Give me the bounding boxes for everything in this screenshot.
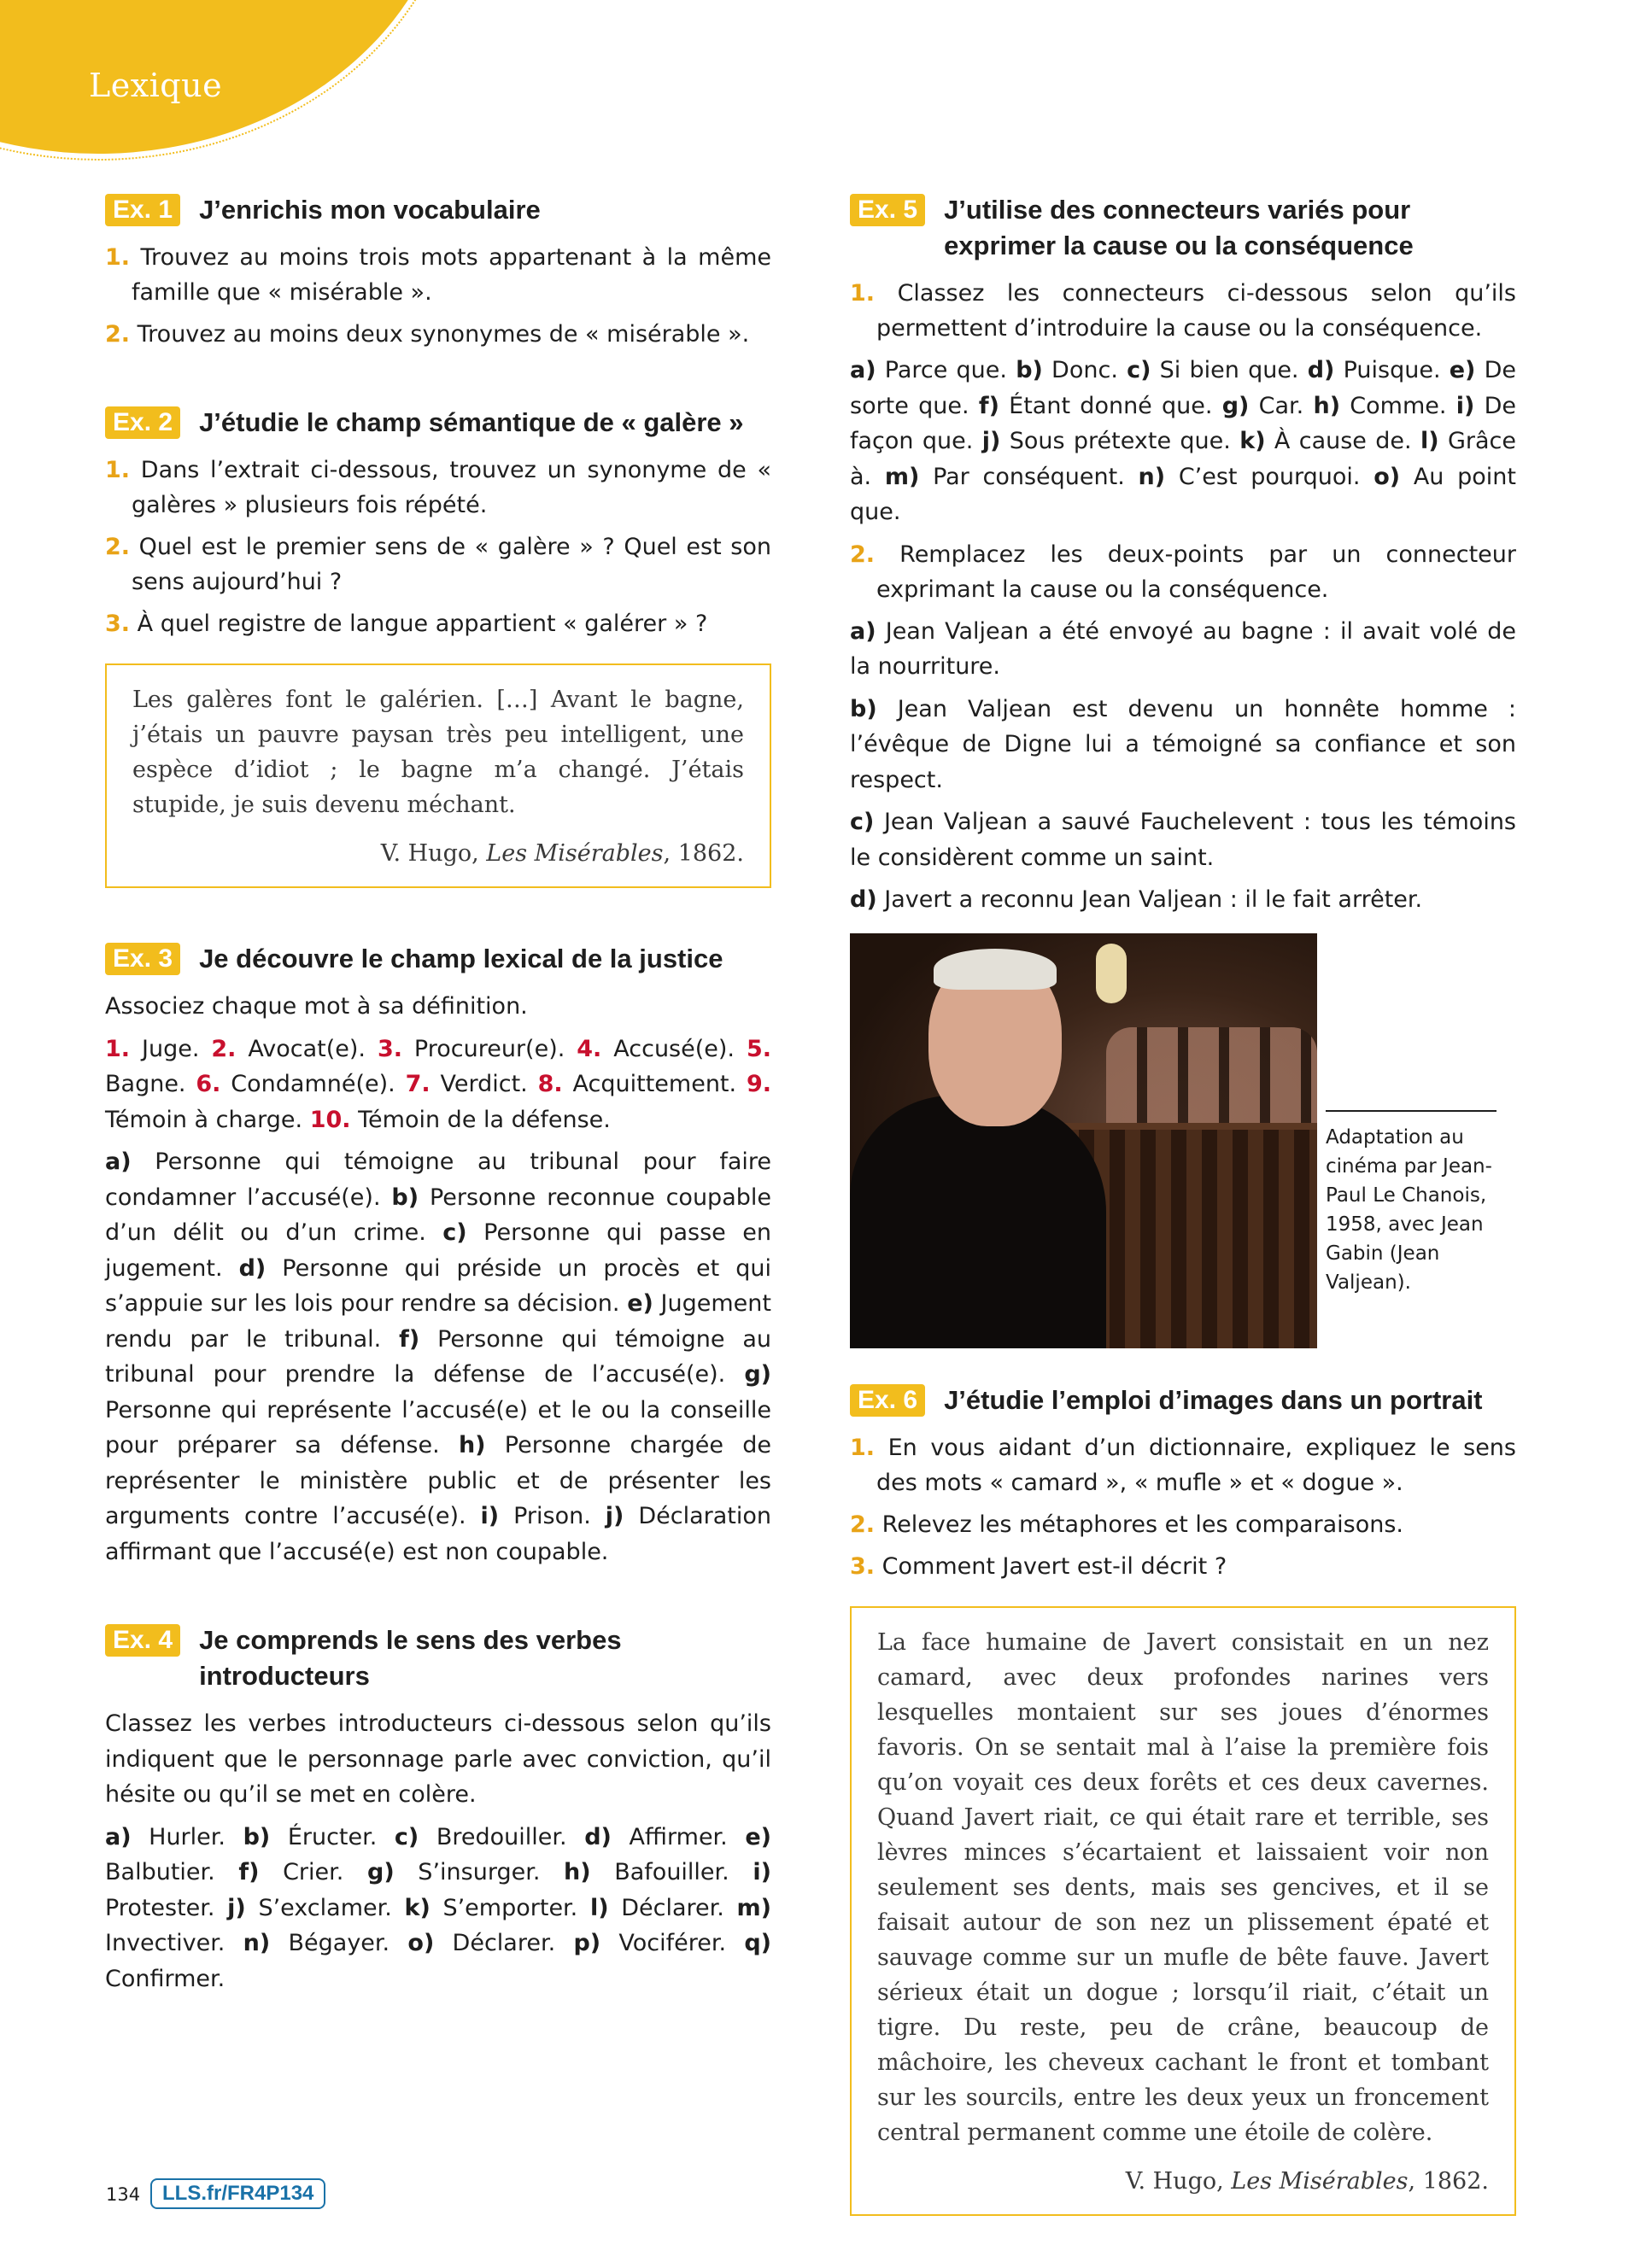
question: 3. Comment Javert est-il décrit ? bbox=[850, 1552, 1227, 1580]
quote-box bbox=[105, 663, 771, 888]
resource-link[interactable]: LLS.fr/FR4P134 bbox=[150, 2178, 325, 2209]
quote-box bbox=[850, 1606, 1516, 2216]
exercise-title: Je comprends le sens des verbes introducteurs bbox=[199, 1625, 622, 1691]
exercise-badge: Ex. 1 bbox=[105, 194, 180, 226]
left-column bbox=[105, 192, 771, 2049]
word-list: 1. Juge. 2. Avocat(e). 3. Procureur(e). 4. Accusé(e). 5. Bagne. 6. Condamné(e). 7. Verdict. 8. Acquittement. 9. Témoin à charge. 10. Témoin de la défense. bbox=[105, 1035, 771, 1133]
sentence: c) Jean Valjean a sauvé Fauchelevent : tous les témoins le considèrent comme un saint. bbox=[850, 809, 1516, 871]
connector-list: a) Parce que. b) Donc. c) Si bien que. d) Puisque. e) De sorte que. f) Étant donné que. g) Car. h) Comme. i) De façon que. j) Sous prétexte que. k) À cause de. l) Grâce à. m) Par conséquent. n) C’est pourquoi. o) Au point que. bbox=[850, 357, 1516, 525]
corner-dotted-border bbox=[0, 0, 460, 161]
exercise-3 bbox=[105, 941, 771, 1569]
figure-coat bbox=[850, 1096, 1106, 1348]
exercise-1 bbox=[105, 192, 771, 352]
section-title: Lexique bbox=[89, 67, 223, 104]
caption-rule bbox=[1326, 1110, 1496, 1112]
exercise-intro: Classez les verbes introducteurs ci-dessous selon qu’ils indiquent que le personnage parle avec conviction, qu’il hésite ou qu’il se met en colère. bbox=[105, 1710, 771, 1808]
exercise-title: Je découvre le champ lexical de la justice bbox=[199, 944, 723, 973]
photo-caption: Adaptation au cinéma par Jean-Paul Le Chanois, 1958, avec Jean Gabin (Jean Valjean). bbox=[1326, 1126, 1492, 1294]
exercise-title: J’enrichis mon vocabulaire bbox=[199, 195, 541, 225]
question: 2. Remplacez les deux-points par un connecteur exprimant la cause ou la conséquence. bbox=[850, 541, 1516, 603]
question: 2. Trouvez au moins deux synonymes de « misérable ». bbox=[105, 321, 750, 348]
exercise-2 bbox=[105, 405, 771, 888]
question: 2. Quel est le premier sens de « galère » ? Quel est son sens aujourd’hui ? bbox=[105, 534, 771, 595]
sentence: d) Javert a reconnu Jean Valjean : il le fait arrêter. bbox=[850, 886, 1423, 913]
quote-text: La face humaine de Javert consistait en un nez camard, avec deux profondes narines vers lesquelles montaient sur ses joues d’énormes favoris. On se sentait mal à l’aise la première fois qu’on voyait ces deux forêts et ces deux cavernes. Quand Javert riait, ce qui était rare et terrible, ses lèvres minces s’écartaient et laissaient voir non seulement ses dents, mais ses gencives, et il se faisait autour de son nez un plissement épaté et sauvage comme sur un mufle de bête fauve. Javert sérieux était un dogue ; lorsqu’il riait, c’était un tigre. Du reste, peu de crâne, beaucoup de mâchoire, les cheveux cachant le front et tombant sur les sourcils, entre les deux yeux un froncement central permanent comme une étoile de colère. bbox=[877, 1628, 1489, 2146]
verb-list: a) Hurler. b) Éructer. c) Bredouiller. d) Affirmer. e) Balbutier. f) Crier. g) S’insurger. h) Bafouiller. i) Protester. j) S’exclamer. k) S’emporter. l) Déclarer. m) Invectiver. n) Bégayer. o) Déclarer. p) Vociférer. q) Confirmer. bbox=[105, 1823, 771, 1992]
exercise-badge: Ex. 4 bbox=[105, 1624, 180, 1657]
quote-source: V. Hugo, Les Misérables, 1862. bbox=[380, 840, 744, 867]
exercise-5 bbox=[850, 192, 1516, 918]
film-still-photo bbox=[850, 933, 1317, 1348]
sentence: b) Jean Valjean est devenu un honnête homme : l’évêque de Digne lui a témoigné sa confiance et son respect. bbox=[850, 695, 1516, 793]
exercise-badge: Ex. 6 bbox=[850, 1384, 925, 1417]
question: 1. Trouvez au moins trois mots appartenant à la même famille que « misérable ». bbox=[105, 244, 771, 306]
exercise-6 bbox=[850, 1382, 1516, 2216]
crowd bbox=[1106, 1027, 1317, 1130]
exercise-title: J’étudie le champ sémantique de « galère » bbox=[199, 407, 744, 437]
question: 1. Dans l’extrait ci-dessous, trouvez un synonyme de « galères » plusieurs fois répété. bbox=[105, 457, 771, 518]
exercise-badge: Ex. 5 bbox=[850, 194, 925, 226]
exercise-badge: Ex. 3 bbox=[105, 943, 180, 975]
question: 3. À quel registre de langue appartient « galérer » ? bbox=[105, 611, 708, 637]
quote-source: V. Hugo, Les Misérables, 1862. bbox=[1125, 2167, 1489, 2195]
lamp bbox=[1096, 944, 1127, 1003]
quote-text: Les galères font le galérien. […] Avant le bagne, j’étais un pauvre paysan très peu intelligent, une espèce d’idiot ; le bagne m’a changé. J’étais stupide, je suis devenu méchant. bbox=[132, 687, 744, 818]
question: 1. En vous aidant d’un dictionnaire, expliquez le sens des mots « camard », « mufle » et « dogue ». bbox=[850, 1434, 1516, 1496]
exercise-title: J’utilise des connecteurs variés pour exprimer la cause ou la conséquence bbox=[944, 195, 1414, 260]
exercise-4 bbox=[105, 1622, 771, 1996]
exercise-title: J’étudie l’emploi d’images dans un portrait bbox=[944, 1384, 1483, 1415]
page-number: 134 bbox=[106, 2184, 141, 2205]
figure-hair bbox=[934, 949, 1057, 990]
definition-list: a) Personne qui témoigne au tribunal pour faire condamner l’accusé(e). b) Personne reconnue coupable d’un délit ou d’un crime. c) Personne qui passe en jugement. d) Personne qui préside un procès et qui s’appuie sur les lois pour rendre sa décision. e) Jugement rendu par le tribunal. f) Personne qui témoigne au tribunal pour prendre la défense de l’accusé(e). g) Personne qui représente l’accusé(e) et le ou la conseille pour préparer sa défense. h) Personne chargée de représenter le ministère public et de présenter les arguments contre l’accusé(e). i) Prison. j) Déclaration affirmant que l’accusé(e) est non coupable. bbox=[105, 1149, 772, 1565]
sentence: a) Jean Valjean a été envoyé au bagne : il avait volé de la nourriture. bbox=[850, 617, 1516, 680]
exercise-intro: Associez chaque mot à sa définition. bbox=[105, 993, 528, 1020]
question: 2. Relevez les métaphores et les comparaisons. bbox=[850, 1511, 1403, 1538]
question: 1. Classez les connecteurs ci-dessous selon qu’ils permettent d’introduire la cause ou la conséquence. bbox=[850, 280, 1516, 342]
exercise-badge: Ex. 2 bbox=[105, 406, 180, 439]
